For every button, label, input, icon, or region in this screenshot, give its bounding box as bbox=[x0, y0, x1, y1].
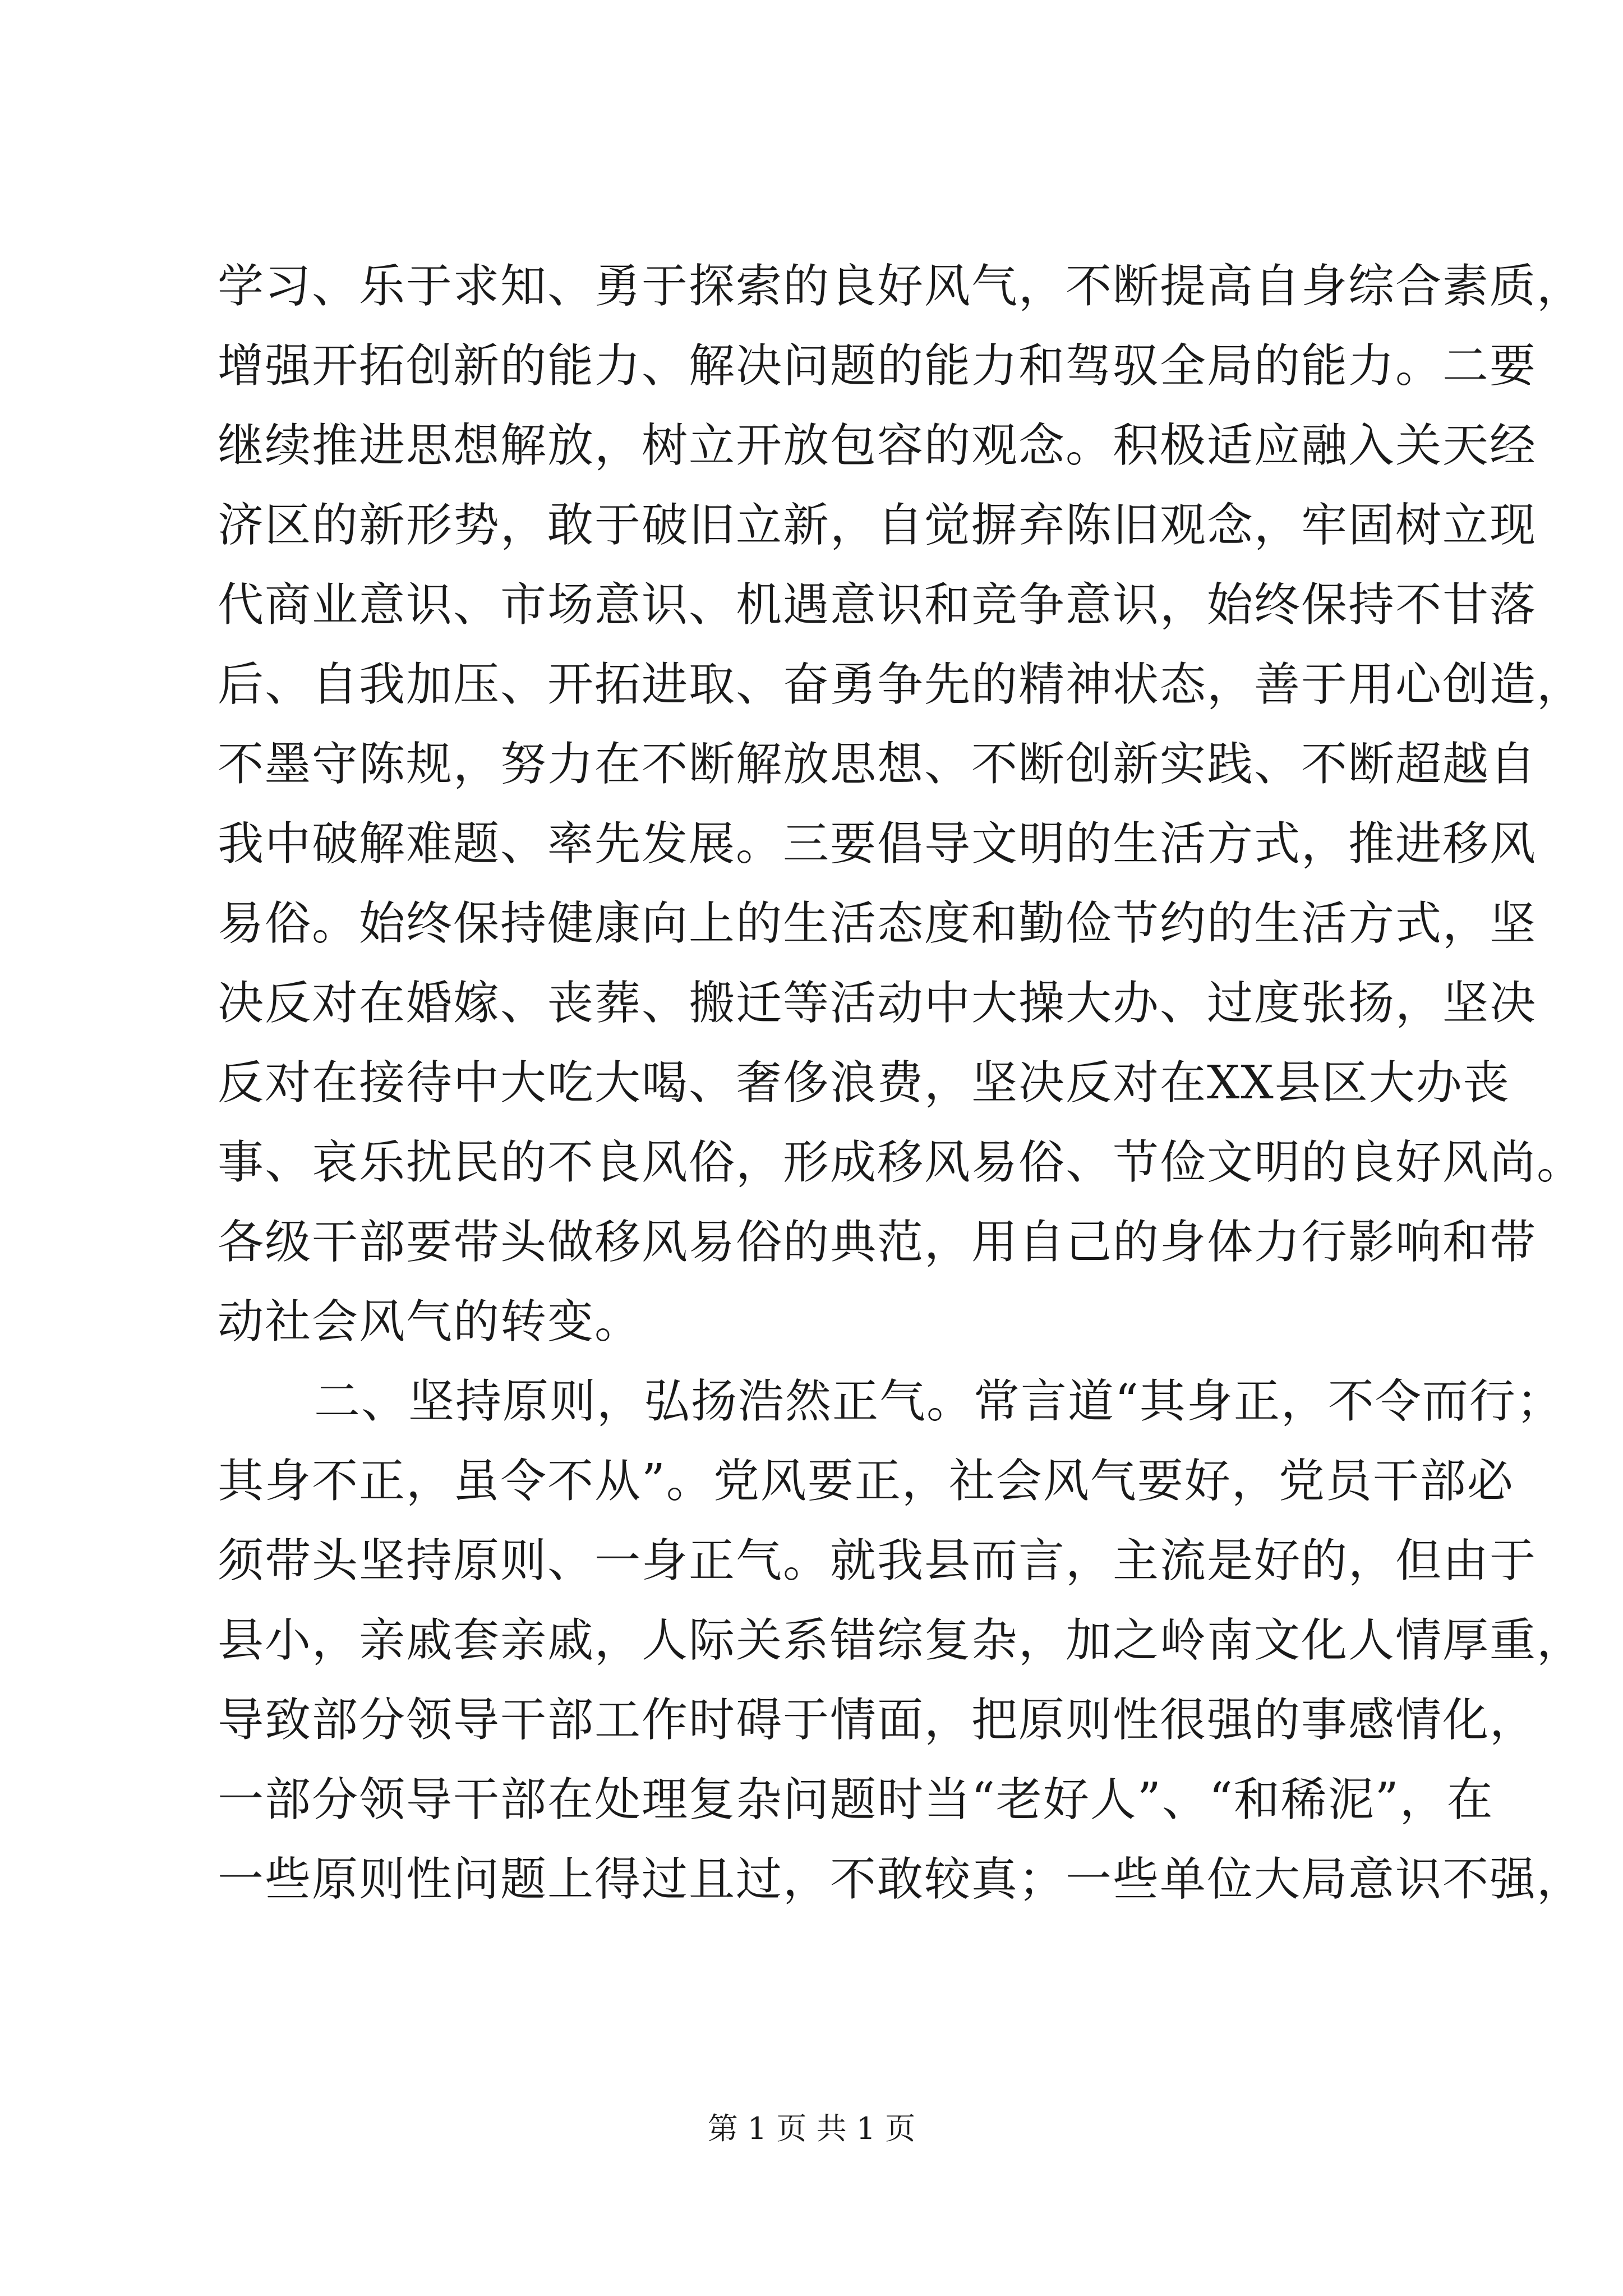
text-line: 济区的新形势，敢于破旧立新，自觉摒弃陈旧观念，牢固树立现 bbox=[218, 499, 1537, 552]
page-number-label: 第 1 页 共 1 页 bbox=[707, 2111, 916, 2146]
text-line: 动社会风气的转变。 bbox=[218, 1295, 642, 1349]
text-line: 一些原则性问题上得过且过，不敢较真；一些单位大局意识不强， bbox=[218, 1853, 1584, 1906]
text-line: 须带头坚持原则、一身正气。就我县而言，主流是好的，但由于 bbox=[218, 1534, 1537, 1588]
text-line: 一部分领导干部在处理复杂问题时当“老好人”、“和稀泥”，在 bbox=[218, 1773, 1494, 1826]
text-line: 易俗。始终保持健康向上的生活态度和勤俭节约的生活方式，坚 bbox=[218, 897, 1537, 950]
page-footer bbox=[0, 2109, 1623, 2148]
text-line: 导致部分领导干部工作时碍于情面，把原则性很强的事感情化， bbox=[218, 1694, 1537, 1747]
text-line: 继续推进思想解放，树立开放包容的观念。积极适应融入关天经 bbox=[218, 419, 1537, 472]
document-body bbox=[218, 247, 1584, 1920]
text-line: 事、哀乐扰民的不良风俗，形成移风易俗、节俭文明的良好风尚。 bbox=[218, 1136, 1584, 1189]
text-line: 增强开拓创新的能力、解决问题的能力和驾驭全局的能力。二要 bbox=[218, 339, 1537, 393]
text-line: 各级干部要带头做移风易俗的典范，用自己的身体力行影响和带 bbox=[218, 1216, 1537, 1269]
text-line: 县小，亲戚套亲戚，人际关系错综复杂，加之岭南文化人情厚重， bbox=[218, 1614, 1584, 1667]
text-line: 其身不正，虽令不从”。党风要正，社会风气要好，党员干部必 bbox=[218, 1455, 1514, 1508]
text-line: 决反对在婚嫁、丧葬、搬迁等活动中大操大办、过度张扬，坚决 bbox=[218, 977, 1537, 1030]
text-line: 代商业意识、市场意识、机遇意识和竞争意识，始终保持不甘落 bbox=[218, 578, 1537, 632]
text-line: 后、自我加压、开拓进取、奋勇争先的精神状态，善于用心创造， bbox=[218, 658, 1584, 711]
text-line: 不墨守陈规，努力在不断解放思想、不断创新实践、不断超越自 bbox=[218, 738, 1537, 791]
paragraph-first-line: 二、坚持原则，弘扬浩然正气。常言道“其身正，不令而行； bbox=[314, 1375, 1564, 1428]
text-line: 我中破解难题、率先发展。三要倡导文明的生活方式，推进移风 bbox=[218, 817, 1537, 871]
text-line: 学习、乐于求知、勇于探索的良好风气，不断提高自身综合素质， bbox=[218, 260, 1584, 313]
text-line: 反对在接待中大吃大喝、奢侈浪费，坚决反对在XX县区大办丧 bbox=[218, 1056, 1510, 1110]
